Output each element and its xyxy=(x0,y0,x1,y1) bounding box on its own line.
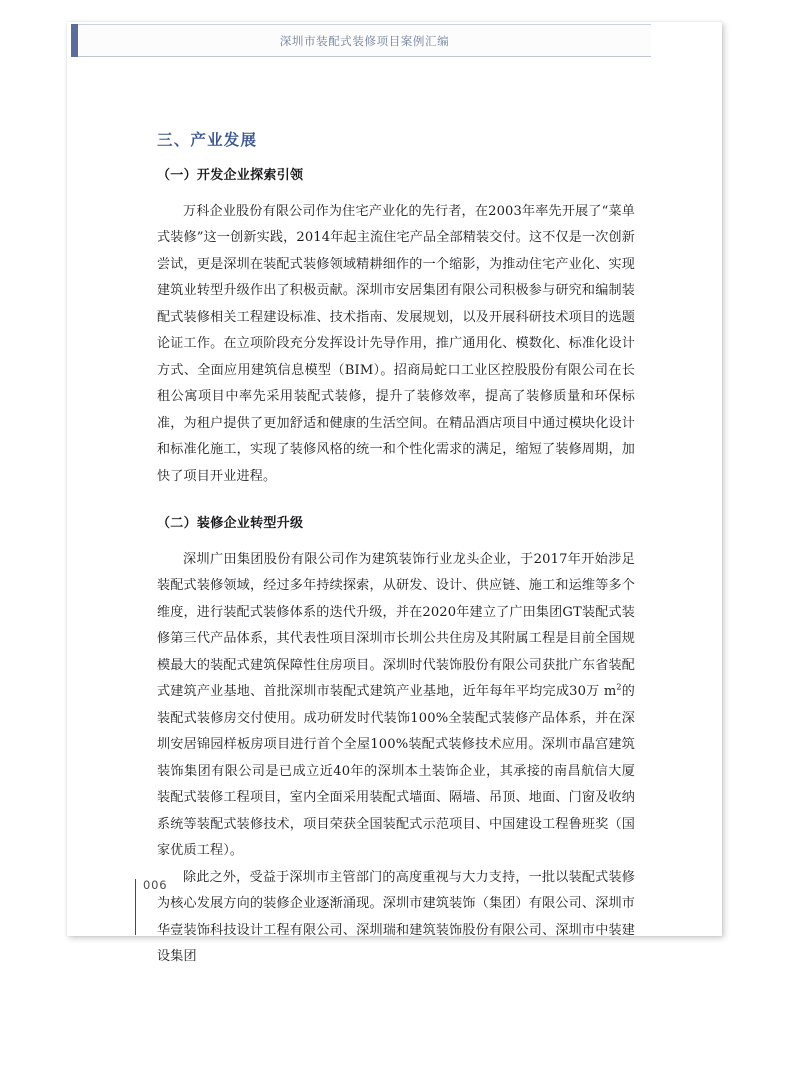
subsection-heading-2: （二）装修企业转型升级 xyxy=(157,516,304,532)
page-number: 006 xyxy=(143,878,168,892)
paragraph-2 xyxy=(157,547,635,865)
section-heading: 三、产业发展 xyxy=(157,130,258,149)
running-header-title: 深圳市装配式装修项目案例汇编 xyxy=(279,33,450,48)
square-meter-exponent: 2 xyxy=(616,681,622,692)
page-content xyxy=(157,130,635,971)
paragraph-3: 除此之外，受益于深圳市主管部门的高度重视与大力支持，一批以装配式装修为核心发展方向的装修企业逐渐涌现。深圳市建筑装饰（集团）有限公司、深圳市华壹装饰科技设计工程有限公司、深圳瑞和建筑装饰股份有限公司、深圳市中装建设集团 xyxy=(157,869,635,965)
paragraph-2-segment-a: 深圳广田集团股份有限公司作为建筑装饰行业龙头企业，于2017年开始涉足装配式装修领域，经过多年持续探索，从研发、设计、供应链、施工和运维等多个维度，进行装配式装修体系的迭代升级，并在2020年建立了广田集团GT装配式装修第三代产品体系，其代表性项目深圳市长圳公共住房及其附属工程是目前全国规模最大的装配式建筑保障性住房项目。深圳时代装饰股份有限公司获批广东省装配式建筑产业基地、首批深圳市装配式建筑产业基地，近年每年平均完成30万 m xyxy=(157,551,635,700)
header-title-box xyxy=(78,24,651,57)
paragraph-2-segment-b: 的装配式装修房交付使用。成功研发时代装饰100%全装配式装修产品体系，并在深圳安居锦园样板房项目进行首个全屋100%装配式装修技术应用。深圳市晶宫建筑装饰集团有限公司是已成立近40年的深圳本土装饰企业，其承接的南昌航信大厦装配式装修工程项目，室内全面采用装配式墙面、隔墙、吊顶、地面、门窗及收纳系统等装配式装修技术，项目荣获全国装配式示范项目、中国建设工程鲁班奖（国家优质工程）。 xyxy=(157,684,635,859)
folio-rule xyxy=(135,879,136,935)
header-accent-bar xyxy=(71,24,78,57)
folio xyxy=(135,879,167,935)
subsection-heading-1: （一）开发企业探索引领 xyxy=(157,168,304,184)
running-header xyxy=(71,24,651,57)
paragraph-1: 万科企业股份有限公司作为住宅产业化的先行者，在2003年率先开展了“菜单式装修”这一创新实践，2014年起主流住宅产品全部精装交付。这不仅是一次创新尝试，更是深圳在装配式装修领域精耕细作的一个缩影，为推动住宅产业化、实现建筑业转型升级作出了积极贡献。深圳市安居集团有限公司积极参与研究和编制装配式装修相关工程建设标准、技术指南、发展规划，以及开展科研技术项目的选题论证工作。在立项阶段充分发挥设计先导作用，推广通用化、模数化、标准化设计方式、全面应用建筑信息模型（BIM）。招商局蛇口工业区控股股份有限公司在长租公寓项目中率先采用装配式装修，提升了装修效率，提高了装修质量和环保标准，为租户提供了更加舒适和健康的生活空间。在精品酒店项目中通过模块化设计和标准化施工，实现了装修风格的统一和个性化需求的满足，缩短了装修周期，加快了项目开业进程。 xyxy=(157,203,635,484)
